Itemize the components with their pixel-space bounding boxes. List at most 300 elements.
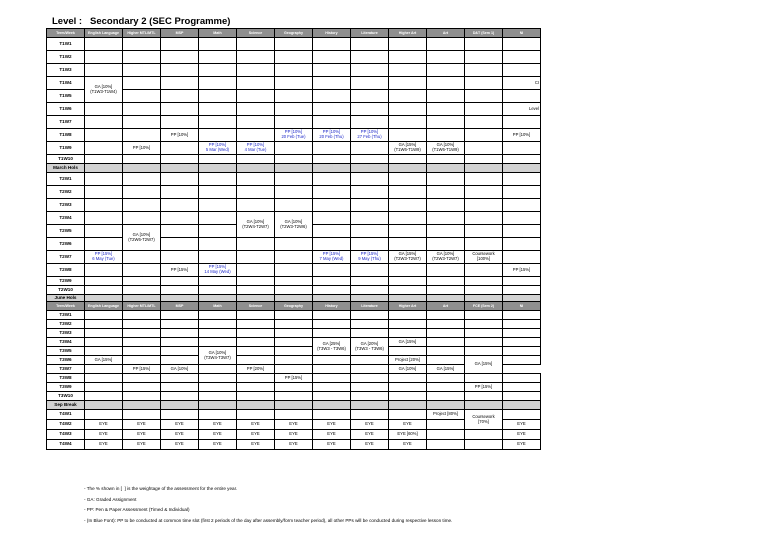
- week-cell: T3W4: [47, 338, 85, 347]
- empty-cell: [237, 164, 275, 173]
- week-cell: T1W1: [47, 38, 85, 51]
- empty-cell: [465, 440, 503, 450]
- empty-cell: [465, 51, 503, 64]
- empty-cell: [199, 365, 237, 374]
- week-cell: T1W2: [47, 51, 85, 64]
- header-row: [47, 302, 541, 311]
- assessment-cell: EYE: [275, 420, 313, 430]
- empty-cell: [313, 64, 351, 77]
- week-cell: T1W4: [47, 77, 85, 90]
- empty-cell: [199, 116, 237, 129]
- empty-cell: [465, 225, 503, 238]
- assessment-cell: PP [15%]: [123, 365, 161, 374]
- empty-cell: [199, 199, 237, 212]
- empty-cell: [465, 277, 503, 286]
- week-cell: T1W7: [47, 116, 85, 129]
- empty-cell: [123, 155, 161, 164]
- empty-cell: [465, 38, 503, 51]
- empty-cell: [199, 392, 237, 401]
- empty-cell: [503, 155, 541, 164]
- empty-cell: [237, 295, 275, 302]
- empty-cell: [161, 103, 199, 116]
- empty-cell: [85, 38, 123, 51]
- week-cell: T4W1: [47, 410, 85, 420]
- assessment-cell: EYE [60%]: [389, 430, 427, 440]
- empty-cell: [199, 77, 237, 90]
- empty-cell: [85, 295, 123, 302]
- assessment-cell: GA [25%] (T3W3 - T3W6): [313, 338, 351, 356]
- empty-cell: [85, 277, 123, 286]
- empty-cell: [199, 286, 237, 295]
- empty-cell: [389, 77, 427, 90]
- page-title: Level : Secondary 2 (SEC Programme): [52, 16, 231, 27]
- empty-cell: [161, 186, 199, 199]
- empty-cell: [275, 103, 313, 116]
- empty-cell: [465, 264, 503, 277]
- empty-cell: [237, 264, 275, 277]
- empty-cell: [427, 77, 465, 90]
- assessment-cell: EYE: [85, 430, 123, 440]
- empty-cell: [465, 295, 503, 302]
- assessment-cell: EYE: [123, 440, 161, 450]
- empty-cell: [85, 142, 123, 155]
- empty-cell: [465, 173, 503, 186]
- empty-cell: [275, 238, 313, 251]
- empty-cell: [199, 251, 237, 264]
- break-label: March Hols: [47, 164, 85, 173]
- empty-cell: [427, 51, 465, 64]
- assessment-cell: GA [15%]: [389, 338, 427, 347]
- empty-cell: [503, 116, 541, 129]
- assessment-cell: Project [20%]: [389, 356, 427, 365]
- empty-cell: [123, 199, 161, 212]
- empty-cell: [389, 90, 427, 103]
- empty-cell: [237, 374, 275, 383]
- week-cell: T3W3: [47, 329, 85, 338]
- empty-cell: [275, 286, 313, 295]
- empty-cell: [503, 238, 541, 251]
- assessment-cell: Coursework [100%]: [465, 251, 503, 264]
- empty-cell: [237, 329, 275, 338]
- assessment-cell: EYE: [313, 430, 351, 440]
- assessment-cell: EYE: [389, 440, 427, 450]
- empty-cell: [237, 90, 275, 103]
- assessment-cell: EYE: [161, 420, 199, 430]
- table-row: [47, 374, 541, 383]
- empty-cell: [313, 401, 351, 410]
- empty-cell: [427, 212, 465, 225]
- week-cell: T2W3: [47, 199, 85, 212]
- empty-cell: [389, 238, 427, 251]
- empty-cell: [427, 295, 465, 302]
- empty-cell: [351, 225, 389, 238]
- empty-cell: [427, 286, 465, 295]
- empty-cell: [427, 186, 465, 199]
- empty-cell: [161, 116, 199, 129]
- table-row: [47, 77, 541, 90]
- empty-cell: [465, 320, 503, 329]
- assessment-cell: EYE: [313, 440, 351, 450]
- empty-cell: [237, 392, 275, 401]
- assessment-cell: PP [10%] 27 Feb (Thu): [351, 129, 389, 142]
- week-cell: T2W10: [47, 286, 85, 295]
- empty-cell: [275, 116, 313, 129]
- empty-cell: [465, 129, 503, 142]
- empty-cell: [275, 347, 313, 356]
- empty-cell: [351, 329, 389, 338]
- week-cell: T1W9: [47, 142, 85, 155]
- empty-cell: [389, 116, 427, 129]
- empty-cell: [351, 365, 389, 374]
- empty-cell: [389, 199, 427, 212]
- empty-cell: [123, 64, 161, 77]
- empty-cell: [351, 320, 389, 329]
- empty-cell: [161, 251, 199, 264]
- assessment-cell: CI: [503, 77, 541, 90]
- empty-cell: [161, 173, 199, 186]
- empty-cell: [237, 64, 275, 77]
- empty-cell: [427, 420, 465, 430]
- week-cell: T3W6: [47, 356, 85, 365]
- empty-cell: [313, 392, 351, 401]
- empty-cell: [123, 320, 161, 329]
- empty-cell: [275, 155, 313, 164]
- empty-cell: [351, 277, 389, 286]
- empty-cell: [199, 311, 237, 320]
- empty-cell: [351, 186, 389, 199]
- empty-cell: [161, 338, 199, 347]
- break-label: Sep Break: [47, 401, 85, 410]
- empty-cell: [389, 295, 427, 302]
- empty-cell: [237, 116, 275, 129]
- empty-cell: [199, 383, 237, 392]
- empty-cell: [237, 383, 275, 392]
- empty-cell: [237, 103, 275, 116]
- empty-cell: [85, 338, 123, 347]
- assessment-cell: GA [15%] (T1W6-T1W9): [389, 142, 427, 155]
- col-header: History: [313, 302, 351, 311]
- empty-cell: [237, 356, 275, 365]
- col-header: Art: [427, 302, 465, 311]
- empty-cell: [313, 356, 351, 365]
- empty-cell: [351, 51, 389, 64]
- empty-cell: [237, 286, 275, 295]
- col-header: D&T (Sem 1): [465, 29, 503, 38]
- empty-cell: [351, 264, 389, 277]
- col-header: Literature: [351, 302, 389, 311]
- empty-cell: [161, 238, 199, 251]
- week-cell: T3W9: [47, 383, 85, 392]
- week-cell: T3W7: [47, 365, 85, 374]
- assessment-cell: PP [15%] 14 May (Wed): [199, 264, 237, 277]
- empty-cell: [123, 401, 161, 410]
- empty-cell: [85, 374, 123, 383]
- empty-cell: [313, 90, 351, 103]
- assessment-cell: PP [10%]: [161, 129, 199, 142]
- empty-cell: [199, 338, 237, 347]
- week-cell: T2W9: [47, 277, 85, 286]
- empty-cell: [237, 129, 275, 142]
- assessment-cell: GA [10%] (T2W6-T2W7): [123, 225, 161, 251]
- empty-cell: [503, 356, 541, 365]
- week-cell: T2W8: [47, 264, 85, 277]
- empty-cell: [161, 383, 199, 392]
- empty-cell: [389, 311, 427, 320]
- table-row: [47, 440, 541, 450]
- empty-cell: [427, 338, 465, 347]
- empty-cell: [389, 329, 427, 338]
- empty-cell: [123, 38, 161, 51]
- col-header: History: [313, 29, 351, 38]
- empty-cell: [503, 311, 541, 320]
- empty-cell: [389, 225, 427, 238]
- empty-cell: [85, 212, 123, 225]
- assessment-cell: GA [10%]: [389, 365, 427, 374]
- empty-cell: [199, 103, 237, 116]
- empty-cell: [199, 38, 237, 51]
- week-cell: T2W7: [47, 251, 85, 264]
- assessment-cell: Level: [503, 103, 541, 116]
- week-cell: T1W3: [47, 64, 85, 77]
- empty-cell: [389, 129, 427, 142]
- col-header: NI: [503, 302, 541, 311]
- empty-cell: [351, 238, 389, 251]
- empty-cell: [389, 410, 427, 420]
- assessment-cell: GA [20%] (T3W3 - T3W6): [351, 338, 389, 356]
- empty-cell: [237, 77, 275, 90]
- empty-cell: [123, 383, 161, 392]
- table-row: [47, 356, 541, 365]
- table-row: [47, 277, 541, 286]
- empty-cell: [351, 356, 389, 365]
- empty-cell: [465, 155, 503, 164]
- empty-cell: [313, 383, 351, 392]
- empty-cell: [503, 186, 541, 199]
- empty-cell: [351, 401, 389, 410]
- empty-cell: [161, 374, 199, 383]
- empty-cell: [275, 51, 313, 64]
- empty-cell: [427, 329, 465, 338]
- empty-cell: [123, 264, 161, 277]
- empty-cell: [123, 186, 161, 199]
- assessment-cell: GA [15%]: [85, 356, 123, 365]
- empty-cell: [427, 383, 465, 392]
- empty-cell: [237, 277, 275, 286]
- empty-cell: [313, 103, 351, 116]
- table-row: [47, 103, 541, 116]
- empty-cell: [275, 251, 313, 264]
- assessment-cell: PP [10%] 5 Mar (Wed): [199, 142, 237, 155]
- empty-cell: [503, 347, 541, 356]
- empty-cell: [313, 410, 351, 420]
- assessment-cell: EYE: [85, 440, 123, 450]
- empty-cell: [123, 347, 161, 356]
- empty-cell: [503, 401, 541, 410]
- footnotes: [84, 484, 452, 526]
- empty-cell: [85, 225, 123, 238]
- empty-cell: [427, 401, 465, 410]
- week-cell: T3W10: [47, 392, 85, 401]
- empty-cell: [389, 51, 427, 64]
- empty-cell: [275, 142, 313, 155]
- empty-cell: [389, 347, 427, 356]
- empty-cell: [313, 264, 351, 277]
- empty-cell: [85, 199, 123, 212]
- empty-cell: [275, 329, 313, 338]
- empty-cell: [199, 410, 237, 420]
- assessment-cell: GA [15%]: [465, 356, 503, 374]
- empty-cell: [161, 212, 199, 225]
- empty-cell: [123, 329, 161, 338]
- week-cell: T4W2: [47, 420, 85, 430]
- empty-cell: [503, 286, 541, 295]
- empty-cell: [313, 365, 351, 374]
- empty-cell: [389, 277, 427, 286]
- empty-cell: [389, 164, 427, 173]
- empty-cell: [503, 142, 541, 155]
- empty-cell: [351, 38, 389, 51]
- col-header: FCE (Sem 2): [465, 302, 503, 311]
- empty-cell: [313, 286, 351, 295]
- empty-cell: [313, 38, 351, 51]
- table-row: [47, 430, 541, 440]
- week-cell: T2W5: [47, 225, 85, 238]
- table-row: [47, 173, 541, 186]
- assessment-cell: PP [10%] 20 Feb (Thu): [313, 129, 351, 142]
- table-row: [47, 264, 541, 277]
- empty-cell: [427, 440, 465, 450]
- empty-cell: [351, 392, 389, 401]
- empty-cell: [313, 320, 351, 329]
- empty-cell: [275, 338, 313, 347]
- assessment-cell: EYE: [199, 430, 237, 440]
- empty-cell: [161, 347, 199, 356]
- empty-cell: [161, 225, 199, 238]
- empty-cell: [503, 51, 541, 64]
- empty-cell: [161, 311, 199, 320]
- empty-cell: [237, 38, 275, 51]
- assessment-cell: PP [10%]: [503, 129, 541, 142]
- table-row: [47, 38, 541, 51]
- empty-cell: [465, 347, 503, 356]
- empty-cell: [123, 116, 161, 129]
- table-row: [47, 129, 541, 142]
- empty-cell: [85, 51, 123, 64]
- empty-cell: [427, 264, 465, 277]
- empty-cell: [313, 77, 351, 90]
- assessment-cell: GA [15%]: [427, 365, 465, 374]
- empty-cell: [503, 225, 541, 238]
- empty-cell: [199, 320, 237, 329]
- empty-cell: [85, 264, 123, 277]
- empty-cell: [427, 392, 465, 401]
- empty-cell: [465, 142, 503, 155]
- empty-cell: [123, 286, 161, 295]
- empty-cell: [123, 311, 161, 320]
- week-cell: T1W6: [47, 103, 85, 116]
- empty-cell: [503, 64, 541, 77]
- empty-cell: [123, 51, 161, 64]
- table-row: [47, 286, 541, 295]
- empty-cell: [465, 238, 503, 251]
- empty-cell: [237, 186, 275, 199]
- empty-cell: [465, 64, 503, 77]
- empty-cell: [351, 142, 389, 155]
- empty-cell: [237, 173, 275, 186]
- week-cell: T1W8: [47, 129, 85, 142]
- empty-cell: [85, 383, 123, 392]
- assessment-cell: EYE: [237, 420, 275, 430]
- empty-cell: [351, 199, 389, 212]
- empty-cell: [123, 295, 161, 302]
- empty-cell: [503, 277, 541, 286]
- empty-cell: [123, 173, 161, 186]
- empty-cell: [389, 38, 427, 51]
- col-header: Higher Art: [389, 302, 427, 311]
- col-header: NI: [503, 29, 541, 38]
- footnote: - GA: Graded Assignment: [84, 496, 137, 502]
- empty-cell: [503, 329, 541, 338]
- empty-cell: [237, 338, 275, 347]
- empty-cell: [237, 347, 275, 356]
- empty-cell: [389, 173, 427, 186]
- table-row: [47, 251, 541, 264]
- empty-cell: [313, 329, 351, 338]
- empty-cell: [85, 410, 123, 420]
- break-row: [47, 295, 541, 302]
- assessment-cell: EYE: [351, 420, 389, 430]
- empty-cell: [427, 116, 465, 129]
- empty-cell: [389, 103, 427, 116]
- assessment-cell: EYE: [161, 430, 199, 440]
- empty-cell: [123, 212, 161, 225]
- empty-cell: [275, 410, 313, 420]
- empty-cell: [313, 212, 351, 225]
- assessment-cell: PP [20%]: [237, 365, 275, 374]
- footnote: - (In Blue Font): PP to be conducted at common time slot (first 2 periods of the day after assembly/form teacher period), all other PPs will be conducted during respective lesson time.: [84, 517, 453, 523]
- empty-cell: [389, 155, 427, 164]
- empty-cell: [123, 338, 161, 347]
- table-row: [47, 155, 541, 164]
- assessment-cell: EYE: [275, 430, 313, 440]
- week-cell: T4W3: [47, 430, 85, 440]
- empty-cell: [465, 401, 503, 410]
- empty-cell: [275, 186, 313, 199]
- empty-cell: [351, 103, 389, 116]
- week-cell: T3W1: [47, 311, 85, 320]
- empty-cell: [123, 103, 161, 116]
- assessment-cell: EYE: [237, 440, 275, 450]
- table-row: [47, 392, 541, 401]
- table-row: [47, 329, 541, 338]
- empty-cell: [85, 401, 123, 410]
- empty-cell: [503, 173, 541, 186]
- empty-cell: [389, 320, 427, 329]
- assessment-cell: Coursework [70%]: [465, 410, 503, 430]
- assessment-cell: Project [80%]: [427, 410, 465, 420]
- week-cell: T2W6: [47, 238, 85, 251]
- empty-cell: [275, 90, 313, 103]
- assessment-cell: EYE: [503, 440, 541, 450]
- assessment-cell: GA [10%]: [161, 365, 199, 374]
- empty-cell: [161, 164, 199, 173]
- assessment-cell: PP [15%]: [275, 374, 313, 383]
- assessment-cell: EYE: [351, 430, 389, 440]
- empty-cell: [351, 286, 389, 295]
- empty-cell: [503, 38, 541, 51]
- empty-cell: [275, 173, 313, 186]
- empty-cell: [427, 311, 465, 320]
